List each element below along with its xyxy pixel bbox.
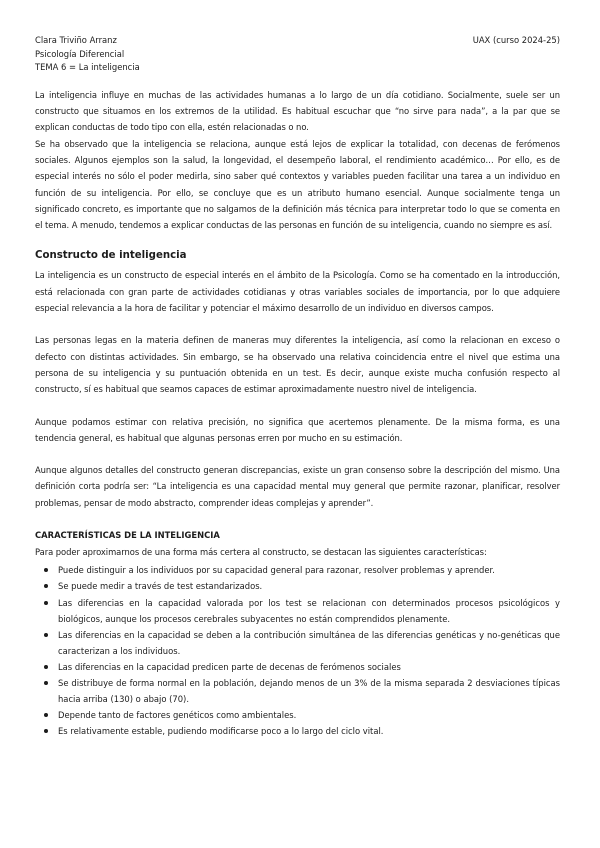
bullet-icon [44,681,48,685]
list-item: Las diferencias en la capacidad valorada por los test se relacionan con determinados procesos psicológicos y biológicos, aunque los procesos cerebrales subyacentes no están comprendidos plenamente. [35,595,560,627]
subject-name: Psicología Diferencial [35,48,125,59]
section1-paragraph-2: Las personas legas en la materia definen de maneras muy diferentes la inteligencia, así como la relacionan en exceso o defecto con distintas actividades. Sin embargo, se ha observado una relativa coincidencia entre el nivel que estima una persona de su inteligencia y su puntuación obtenida en un test. Es decir, aunque existe mucha confusión respecto al constructo, sí es habitual que seamos capaces de estimar aproximadamente nuestro nivel de inteligencia. [35,335,560,395]
section1-paragraph-3: Aunque podamos estimar con relativa precisión, no significa que acertemos plenamente. De la misma forma, es una tendencia general, es habitual que algunas personas erren por mucho en su estimación. [35,416,560,443]
course-label: UAX (curso 2024-25) [472,35,560,45]
document-page [35,34,560,739]
topic-title: TEMA 6 = La inteligencia [35,62,140,73]
bullet-icon [44,729,48,733]
list-item: Se puede medir a través de test estandarizados. [35,578,560,594]
list-item: Es relativamente estable, pudiendo modificarse poco a lo largo del ciclo vital. [35,723,560,739]
section-heading-constructo: Constructo de inteligencia [35,250,187,262]
document-header [35,34,560,75]
list-item: Se distribuye de forma normal en la población, dejando menos de un 3% de la misma separada 2 desviaciones típicas hacia arriba (130) o abajo (70). [35,675,560,707]
bullet-icon [44,584,48,588]
bullet-icon [44,568,48,572]
list-item: Depende tanto de factores genéticos como ambientales. [35,707,560,723]
list-item: Las diferencias en la capacidad se deben a la contribución simultánea de las diferencias genéticas y no-genéticas que caracterizan a los individuos. [35,627,560,659]
bullet-icon [44,665,48,669]
section2-lead: Para poder aproximarnos de una forma más certera al constructo, se destacan las siguientes características: [35,547,487,558]
characteristics-list [35,562,560,739]
section1-paragraph-4: Aunque algunos detalles del constructo generan discrepancias, existe un gran consenso sobre la descripción del mismo. Una definición corta podría ser: “La inteligencia es una capacidad mental muy general que permite razonar, planificar, resolver problemas, pensar de modo abstracto, comprender ideas complejas y aprender”. [35,465,560,508]
bullet-icon [44,601,48,605]
intro-paragraph-1: La inteligencia influye en muchas de las actividades humanas a lo largo de un día cotidiano. Socialmente, suele ser un constructo que situamos en los extremos de la utilidad. Es habitual escuchar que “no sirve para nada”, a la par que se explican conductas de todo tipo con ella, estén relacionadas o no. [35,89,560,133]
list-item: Puede distinguir a los individuos por su capacidad general para razonar, resolver problemas y aprender. [35,562,560,578]
list-item: Las diferencias en la capacidad predicen parte de decenas de ferómenos sociales [35,659,560,675]
author-name: Clara Triviño Arranz [35,35,117,45]
bullet-icon [44,633,48,637]
section1-paragraph-1: La inteligencia es un constructo de especial interés en el ámbito de la Psicología. Como se ha comentado en la introducción, está relacionada con gran parte de actividades cotidianas y otras variables sociales de importancia, por lo que adquiere especial relevancia a la hora de facilitar y potenciar el máximo desarrollo de un individuo en diversos campos. [35,270,560,314]
bullet-icon [44,713,48,717]
section-heading-caracteristicas: CARACTERÍSTICAS DE LA INTELIGENCIA [35,530,220,541]
intro-paragraph-2: Se ha observado que la inteligencia se relaciona, aunque está lejos de explicar la totalidad, con decenas de ferómenos sociales. Algunos ejemplos son la salud, la longevidad, el desempeño laboral, el rendimiento académico… Por ello, es de especial interés no sólo el poder medirla, sino saber qué contextos y variables pueden facilitar una tarea a un individuo en función de su inteligencia. Por ello, se concluye que es un atributo humano esencial. Aunque socialmente tenga un significado concreto, es importante que no salgamos de la definición más técnica para interpretar todo lo que se comenta en el tema. A menudo, tendemos a explicar conductas de las personas en función de su inteligencia, cuando no siempre es así. [35,138,560,231]
